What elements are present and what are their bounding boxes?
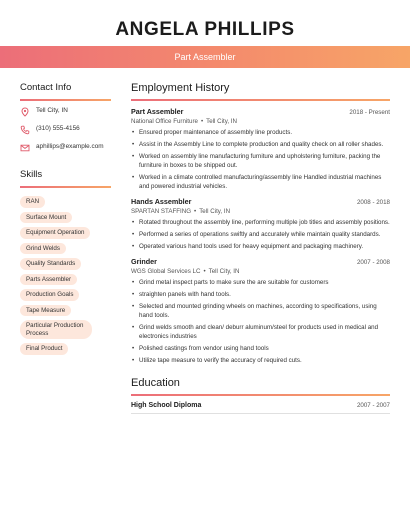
job-location: Tell City, IN (199, 208, 231, 215)
candidate-name: ANGELA PHILLIPS (115, 19, 295, 40)
role-banner (0, 46, 410, 68)
job-bullets (131, 278, 390, 365)
job-company: SPARTAN STAFFING (131, 208, 192, 215)
job-employer: SPARTAN STAFFING • Tell City, IN (131, 208, 231, 215)
job-location: Tell City, IN (206, 118, 237, 125)
job-entry (131, 257, 390, 365)
job-bullet: • Worked on assembly line manufacturing furniture and upholstering furniture, packing the furniture in boxes to be shipped out. (131, 152, 390, 170)
job-employer: WGS Global Services LC • Tell City, IN (131, 268, 240, 275)
contact-phone-text: (310) 555-4156 (36, 125, 80, 132)
skills-section-title: Skills (20, 169, 43, 180)
job-bullet: • straighten panels with hand tools. (131, 290, 390, 299)
employment-section-title: Employment History (131, 82, 230, 94)
contact-section-title: Contact Info (20, 82, 72, 93)
job-dates: 2008 - 2018 (356, 199, 390, 206)
skill-pill: RAN (20, 196, 45, 208)
education-divider (131, 394, 390, 396)
contact-location-text: Tell City, IN (36, 107, 68, 114)
skill-pill: Particular Production Process (20, 320, 92, 339)
contact-email (20, 143, 111, 153)
job-bullet: • Ensured proper maintenance of assembly line products. (131, 128, 390, 137)
contact-divider (20, 99, 111, 101)
location-pin-icon (20, 107, 30, 117)
role-title: Part Assembler (174, 52, 236, 62)
contact-email-text: aphillips@example.com (36, 143, 104, 150)
skills-list (20, 196, 111, 359)
job-location: Tell City, IN (208, 268, 240, 275)
job-bullet: • Selected and mounted grinding wheels on machines, according to specifications, using hand tools. (131, 302, 390, 320)
contact-phone (20, 125, 111, 135)
education-dates: 2007 - 2007 (356, 402, 390, 409)
job-title: Hands Assembler (131, 197, 192, 206)
job-bullet: • Operated various hand tools used for heavy equipment and packaging machinery. (131, 242, 390, 251)
right-column (131, 82, 390, 414)
skill-pill: Surface Mount (20, 212, 72, 224)
employment-divider (131, 99, 390, 101)
skills-divider (20, 186, 111, 188)
skill-pill: Tape Measure (20, 305, 71, 317)
job-company: National Office Furniture (131, 118, 198, 125)
skill-pill: Quality Standards (20, 258, 81, 270)
job-dates: 2018 - Present (349, 109, 390, 116)
job-bullet: • Polished castings from vendor using hand tools (131, 344, 390, 353)
job-bullet: • Performed a series of operations swiftly and accurately while maintain quality standards. (131, 230, 390, 239)
job-bullets (131, 128, 390, 191)
job-bullet: • Rotated throughout the assembly line, performing multiple job titles and assembly positions. (131, 218, 390, 227)
job-bullet: • Assist in the Assembly Line to complete production and quality check on all roller shades. (131, 140, 390, 149)
job-title: Part Assembler (131, 107, 184, 116)
job-bullet: • Grind welds smooth and clean/ deburr aluminum/steel for products used in medical and electronics industries (131, 323, 390, 341)
job-bullet: • Utilize tape measure to verify the accuracy of required cuts. (131, 356, 390, 365)
job-entry (131, 197, 390, 251)
job-bullets (131, 218, 390, 251)
job-employer: National Office Furniture • Tell City, IN (131, 118, 237, 125)
skill-pill: Production Goals (20, 289, 79, 301)
left-column (20, 82, 111, 359)
job-title: Grinder (131, 257, 157, 266)
contact-location (20, 107, 111, 117)
job-company: WGS Global Services LC (131, 268, 201, 275)
job-bullet: • Worked in a climate controlled manufacturing/assembly line Handled industrial machines and powered industrial vehicles. (131, 173, 390, 191)
contact-list (20, 107, 111, 153)
skill-pill: Grind Welds (20, 243, 66, 255)
skill-pill: Parts Assembler (20, 274, 77, 286)
skill-pill: Final Product (20, 343, 68, 355)
phone-icon (20, 125, 30, 135)
job-dates: 2007 - 2008 (356, 259, 390, 266)
education-entry (131, 402, 390, 414)
email-icon (20, 143, 30, 153)
education-section-title: Education (131, 377, 180, 389)
skill-pill: Equipment Operation (20, 227, 90, 239)
job-bullet: • Grind metal inspect parts to make sure the are suitable for customers (131, 278, 390, 287)
job-entry (131, 107, 390, 191)
education-degree: High School Diploma (131, 402, 202, 409)
